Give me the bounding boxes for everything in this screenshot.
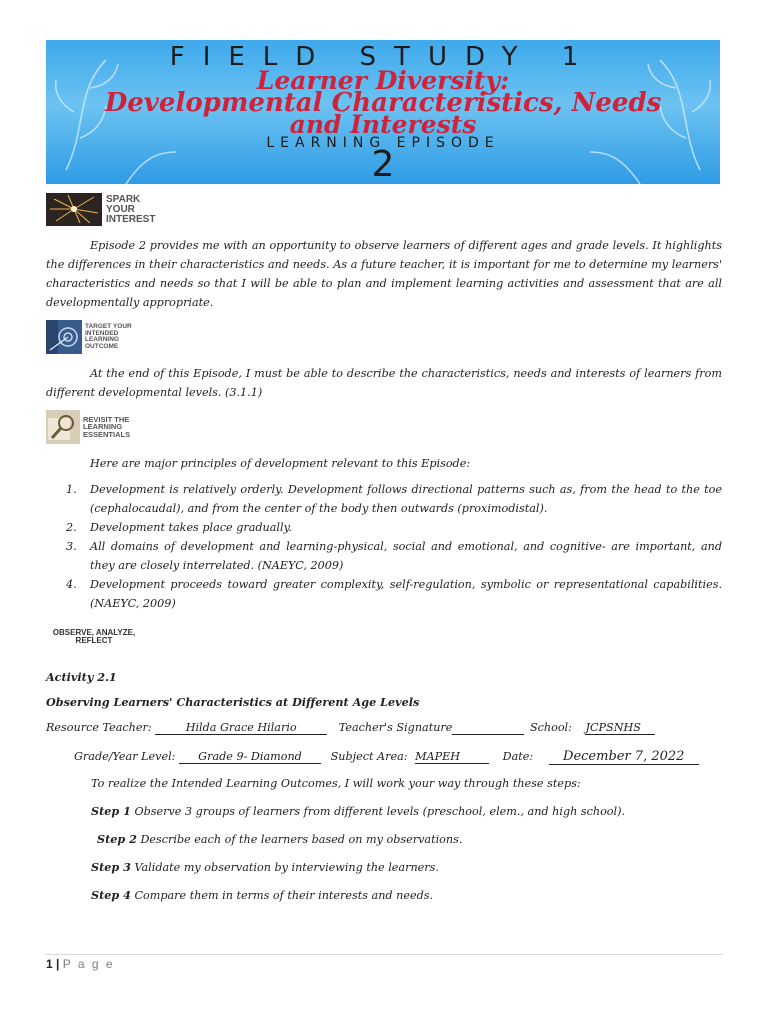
intro-paragraph: Episode 2 provides me with an opportunity to observe learners of different ages and grade levels. It highlights the differences in their characteristics and needs. As a future teacher, it is important for me to determine my learners' characteristics and needs so that I will be able to plan and implement learning activities and assessment that are all developmentally appropriate. (46, 239, 722, 309)
grade-row (74, 749, 699, 765)
date-field[interactable]: December 7, 2022 (549, 749, 699, 765)
section-revisit-label: REVISIT THE LEARNING ESSENTIALS (83, 414, 131, 439)
list-item: 3. All domains of development and learning-physical, social and emotional, and cognitive- are important, and they are closely interrelated. (NAEYC, 2009) (66, 540, 722, 572)
step-1-label: Step 1 (91, 804, 131, 818)
footer-divider (46, 954, 722, 955)
step-4-text: Compare them in terms of their interests and needs. (134, 889, 434, 902)
resource-teacher-label: Resource Teacher: (46, 721, 152, 734)
school-label: School: (529, 721, 572, 734)
page-label: P a g e (62, 957, 115, 971)
page-number: 1 (46, 957, 53, 971)
step-3 (91, 860, 439, 874)
steps-intro: To realize the Intended Learning Outcomes, I will work your way through these steps: (91, 777, 581, 790)
banner-subtitle-line1: Learner Diversity: (256, 66, 510, 95)
section-observe-label: OBSERVE, ANALYZE, REFLECT (52, 628, 136, 645)
sparkler-icon (46, 193, 102, 226)
magnifier-icon (46, 410, 80, 444)
activity-title: Activity 2.1 (46, 670, 117, 684)
step-2-label: Step 2 (97, 832, 137, 846)
subject-field[interactable]: MAPEH (415, 750, 489, 764)
banner-episode-number: 2 (371, 144, 395, 184)
date-label: Date: (502, 750, 534, 763)
outcome-paragraph: At the end of this Episode, I must be able to describe the characteristics, needs and interests of learners from different developmental levels. (3.1.1) (46, 367, 722, 399)
banner-subtitle-line3: and Interests (289, 110, 477, 139)
step-3-text: Validate my observation by interviewing the learners. (134, 861, 439, 874)
signature-field[interactable] (452, 721, 524, 735)
page-footer (46, 957, 115, 971)
section-target (46, 320, 145, 354)
list-item: 1. Development is relatively orderly. Development follows directional patterns such as, from the head to the toe (cephalocaudal), and from the center of the body then outwards (proximodistal). (66, 483, 722, 515)
section-spark (46, 193, 166, 226)
section-target-label: TARGET YOUR INTENDED LEARNING OUTCOME (85, 323, 132, 350)
school-field[interactable]: JCPSNHS (585, 721, 655, 735)
banner-episode-label: LEARNING EPISODE (266, 135, 500, 151)
title-banner (46, 40, 720, 184)
section-revisit (46, 410, 143, 444)
step-4-label: Step 4 (91, 888, 131, 902)
signature-label: Teacher's Signature (338, 721, 453, 734)
grade-label: Grade/Year Level: (74, 750, 176, 763)
step-1 (91, 804, 625, 818)
banner-title: FIELD STUDY 1 (169, 42, 597, 72)
subject-label: Subject Area: (330, 750, 408, 763)
list-item: 2. Development takes place gradually. (66, 521, 292, 534)
activity-subtitle: Observing Learners' Characteristics at Different Age Levels (46, 695, 420, 709)
step-2 (97, 832, 462, 846)
step-3-label: Step 3 (91, 860, 131, 874)
grade-field[interactable]: Grade 9- Diamond (179, 750, 321, 764)
step-2-text: Describe each of the learners based on my observations. (140, 833, 463, 846)
resource-teacher-field[interactable]: Hilda Grace Hilario (155, 721, 327, 735)
banner-subtitle-line2: Developmental Characteristics, Needs (104, 88, 662, 118)
principles-intro: Here are major principles of development relevant to this Episode: (90, 457, 471, 470)
page-separator: | (56, 957, 60, 971)
list-item: 4. Development proceeds toward greater complexity, self-regulation, symbolic or representational capabilities. (NAEYC, 2009) (66, 578, 722, 610)
resource-teacher-row (46, 721, 655, 735)
section-spark-label: SPARK YOUR INTEREST (106, 193, 156, 225)
principles-list (46, 480, 722, 613)
target-icon (46, 320, 82, 354)
step-4 (91, 888, 433, 902)
step-1-text: Observe 3 groups of learners from different levels (preschool, elem., and high school). (134, 805, 626, 818)
